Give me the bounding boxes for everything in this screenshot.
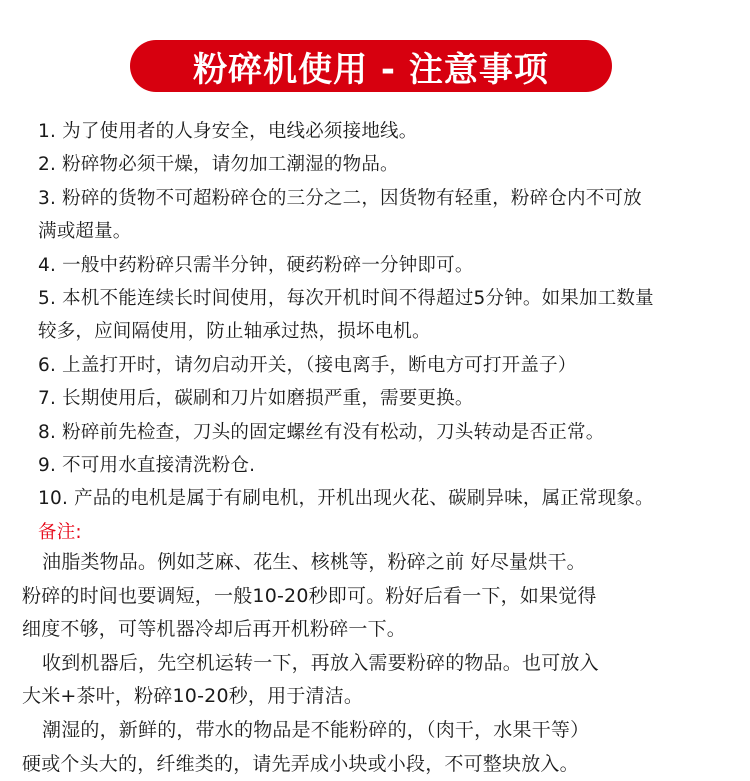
- list-item: 4. 一般中药粉碎只需半分钟，硬药粉碎一分钟即可。: [38, 254, 474, 276]
- note-label: 备注:: [38, 521, 82, 543]
- note-paragraph-continuation: 硬或个头大的，纤维类的，请先弄成小块或小段，不可整块放入。: [22, 752, 579, 775]
- list-item: 8. 粉碎前先检查，刀头的固定螺丝有没有松动，刀头转动是否正常。: [38, 421, 605, 443]
- list-item: 1. 为了使用者的人身安全，电线必须接地线。: [38, 121, 418, 142]
- note-paragraph: 收到机器后，先空机运转一下，再放入需要粉碎的物品。也可放入: [42, 651, 599, 674]
- note-paragraph-continuation: 细度不够，可等机器冷却后再开机粉碎一下。: [22, 618, 407, 641]
- list-item: 9. 不可用水直接清洗粉仓.: [38, 454, 256, 476]
- list-item: 6. 上盖打开时，请勿启动开关，（接电离手，断电方可打开盖子）: [38, 354, 577, 376]
- page-title: 粉碎机使用 - 注意事项: [193, 49, 549, 90]
- notes-section: [22, 546, 742, 781]
- list-item: 2. 粉碎物必须干燥，请勿加工潮湿的物品。: [38, 154, 399, 176]
- list-item-continuation: 较多，应间隔使用，防止轴承过热，损坏电机。: [38, 321, 431, 343]
- list-item: 3. 粉碎的货物不可超粉碎仓的三分之二，因货物有轻重，粉碎仓内不可放: [38, 187, 642, 209]
- instructions-list: [38, 115, 738, 549]
- note-paragraph-continuation: 粉碎的时间也要调短，一般10-20秒即可。粉好后看一下，如果觉得: [22, 584, 597, 607]
- list-item: 10. 产品的电机是属于有刷电机，开机出现火花、碳刷异味，属正常现象。: [38, 488, 654, 510]
- title-banner: [130, 40, 612, 92]
- note-paragraph-continuation: 大米+茶叶，粉碎10-20秒，用于清洁。: [22, 685, 364, 708]
- list-item: 5. 本机不能连续长时间使用，每次开机时间不得超过5分钟。如果加工数量: [38, 287, 654, 309]
- list-item: 7. 长期使用后，碳刷和刀片如磨损严重，需要更换。: [38, 388, 474, 410]
- note-paragraph: 油脂类物品。例如芝麻、花生、核桃等，粉碎之前 好尽量烘干。: [42, 551, 586, 573]
- list-item-continuation: 满或超量。: [38, 221, 132, 243]
- note-paragraph: 潮湿的，新鲜的，带水的物品是不能粉碎的，（肉干，水果干等）: [42, 718, 590, 741]
